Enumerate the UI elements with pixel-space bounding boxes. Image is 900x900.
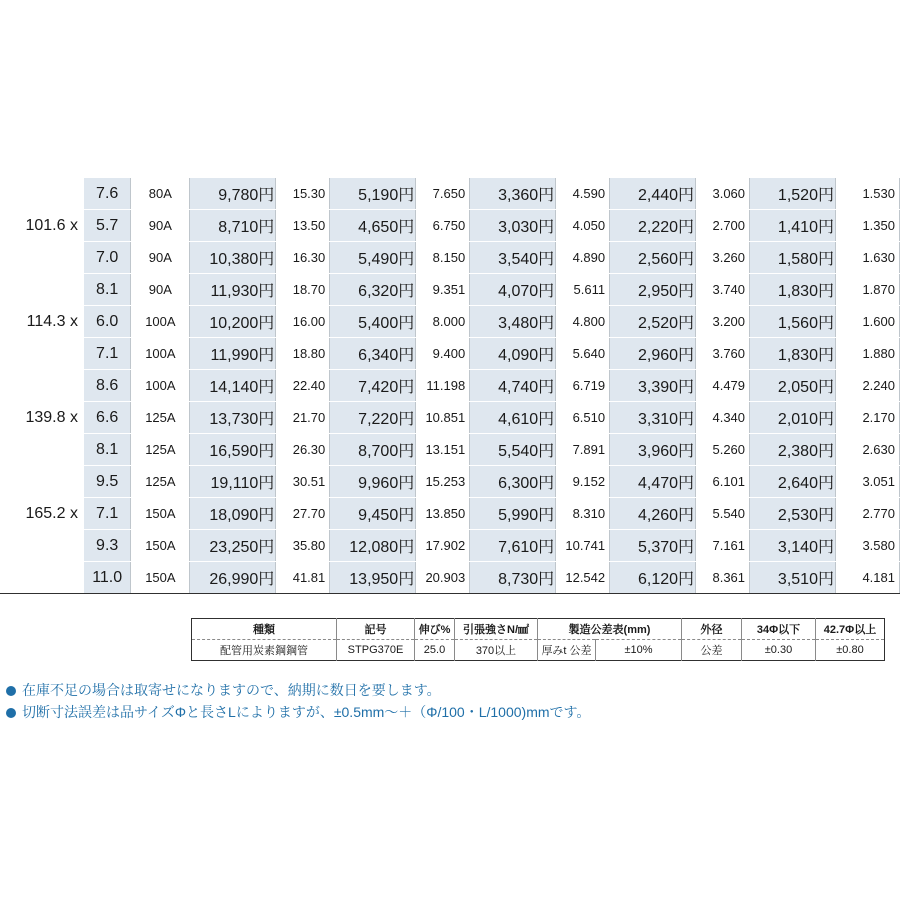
spec-header-elongation: 伸び% bbox=[415, 619, 455, 640]
spec-header-row bbox=[192, 619, 885, 640]
table-row bbox=[0, 338, 900, 370]
price-1-cell: 9,780円 bbox=[190, 178, 276, 210]
weight-4-cell: 5.540 bbox=[696, 498, 750, 530]
weight-5-cell: 2.630 bbox=[835, 434, 899, 466]
price-4-cell: 2,950円 bbox=[610, 274, 696, 306]
spec-header-tensile: 引張強さN/㎟ bbox=[455, 619, 538, 640]
weight-5-cell: 2.240 bbox=[835, 370, 899, 402]
weight-5-cell: 2.770 bbox=[835, 498, 899, 530]
weight-4-cell: 4.479 bbox=[696, 370, 750, 402]
price-3-cell: 5,990円 bbox=[470, 498, 556, 530]
weight-4-cell: 3.760 bbox=[696, 338, 750, 370]
weight-5-cell: 3.051 bbox=[835, 466, 899, 498]
spec-tensile: 370以上 bbox=[455, 640, 538, 661]
price-3-cell: 3,360円 bbox=[470, 178, 556, 210]
nominal-size-cell: 90A bbox=[131, 210, 190, 242]
weight-2-cell: 13.151 bbox=[416, 434, 470, 466]
price-2-cell: 5,490円 bbox=[330, 242, 416, 274]
weight-5-cell: 1.350 bbox=[835, 210, 899, 242]
weight-3-cell: 5.611 bbox=[556, 274, 610, 306]
thickness-cell: 9.3 bbox=[84, 530, 131, 562]
outer-diameter-cell: 139.8 x bbox=[0, 402, 84, 434]
outer-diameter-cell bbox=[0, 562, 84, 594]
weight-1-cell: 15.30 bbox=[276, 178, 330, 210]
price-4-cell: 4,470円 bbox=[610, 466, 696, 498]
thickness-cell: 7.6 bbox=[84, 178, 131, 210]
price-1-cell: 16,590円 bbox=[190, 434, 276, 466]
table-row bbox=[0, 562, 900, 594]
table-row bbox=[0, 274, 900, 306]
price-2-cell: 6,320円 bbox=[330, 274, 416, 306]
weight-4-cell: 3.740 bbox=[696, 274, 750, 306]
nominal-size-cell: 90A bbox=[131, 242, 190, 274]
weight-1-cell: 13.50 bbox=[276, 210, 330, 242]
weight-4-cell: 6.101 bbox=[696, 466, 750, 498]
weight-4-cell: 3.060 bbox=[696, 178, 750, 210]
weight-1-cell: 16.00 bbox=[276, 306, 330, 338]
thickness-cell: 11.0 bbox=[84, 562, 131, 594]
price-1-cell: 14,140円 bbox=[190, 370, 276, 402]
price-table bbox=[0, 178, 900, 594]
weight-2-cell: 8.000 bbox=[416, 306, 470, 338]
outer-diameter-cell bbox=[0, 466, 84, 498]
table-row bbox=[0, 306, 900, 338]
weight-1-cell: 18.70 bbox=[276, 274, 330, 306]
price-2-cell: 12,080円 bbox=[330, 530, 416, 562]
weight-5-cell: 1.880 bbox=[835, 338, 899, 370]
thickness-cell: 7.1 bbox=[84, 338, 131, 370]
weight-4-cell: 5.260 bbox=[696, 434, 750, 466]
nominal-size-cell: 125A bbox=[131, 434, 190, 466]
outer-diameter-cell: 114.3 x bbox=[0, 306, 84, 338]
outer-diameter-cell: 101.6 x bbox=[0, 210, 84, 242]
price-1-cell: 8,710円 bbox=[190, 210, 276, 242]
spec-header-under34: 34Φ以下 bbox=[742, 619, 816, 640]
note-stock-text: 在庫不足の場合は取寄せになりますので、納期に数日を要します。 bbox=[22, 682, 441, 698]
spec-header-type: 種類 bbox=[192, 619, 337, 640]
price-3-cell: 3,540円 bbox=[470, 242, 556, 274]
price-3-cell: 4,090円 bbox=[470, 338, 556, 370]
spec-elongation: 25.0 bbox=[415, 640, 455, 661]
price-1-cell: 11,930円 bbox=[190, 274, 276, 306]
price-4-cell: 3,390円 bbox=[610, 370, 696, 402]
thickness-cell: 8.1 bbox=[84, 274, 131, 306]
price-2-cell: 4,650円 bbox=[330, 210, 416, 242]
weight-1-cell: 26.30 bbox=[276, 434, 330, 466]
nominal-size-cell: 80A bbox=[131, 178, 190, 210]
weight-4-cell: 7.161 bbox=[696, 530, 750, 562]
spec-thickness-label: 厚みt 公差 bbox=[538, 640, 596, 661]
outer-diameter-cell: 165.2 x bbox=[0, 498, 84, 530]
weight-3-cell: 4.890 bbox=[556, 242, 610, 274]
price-3-cell: 4,740円 bbox=[470, 370, 556, 402]
weight-1-cell: 21.70 bbox=[276, 402, 330, 434]
spec-od-label: 公差 bbox=[682, 640, 742, 661]
weight-5-cell: 3.580 bbox=[835, 530, 899, 562]
weight-3-cell: 12.542 bbox=[556, 562, 610, 594]
weight-1-cell: 18.80 bbox=[276, 338, 330, 370]
nominal-size-cell: 125A bbox=[131, 466, 190, 498]
spec-under34: ±0.30 bbox=[742, 640, 816, 661]
weight-3-cell: 6.510 bbox=[556, 402, 610, 434]
thickness-cell: 6.6 bbox=[84, 402, 131, 434]
nominal-size-cell: 150A bbox=[131, 562, 190, 594]
price-2-cell: 13,950円 bbox=[330, 562, 416, 594]
weight-3-cell: 4.590 bbox=[556, 178, 610, 210]
price-5-cell: 2,050円 bbox=[750, 370, 836, 402]
weight-1-cell: 27.70 bbox=[276, 498, 330, 530]
table-row bbox=[0, 210, 900, 242]
thickness-cell: 9.5 bbox=[84, 466, 131, 498]
price-2-cell: 7,220円 bbox=[330, 402, 416, 434]
weight-3-cell: 4.800 bbox=[556, 306, 610, 338]
price-5-cell: 1,560円 bbox=[750, 306, 836, 338]
price-3-cell: 4,070円 bbox=[470, 274, 556, 306]
weight-1-cell: 16.30 bbox=[276, 242, 330, 274]
table-row bbox=[0, 242, 900, 274]
weight-5-cell: 1.530 bbox=[835, 178, 899, 210]
spec-over42: ±0.80 bbox=[836, 644, 864, 656]
price-3-cell: 3,480円 bbox=[470, 306, 556, 338]
weight-2-cell: 15.253 bbox=[416, 466, 470, 498]
price-5-cell: 2,530円 bbox=[750, 498, 836, 530]
table-row bbox=[0, 530, 900, 562]
outer-diameter-cell bbox=[0, 274, 84, 306]
weight-2-cell: 7.650 bbox=[416, 178, 470, 210]
table-row bbox=[0, 498, 900, 530]
weight-2-cell: 13.850 bbox=[416, 498, 470, 530]
outer-diameter-cell bbox=[0, 242, 84, 274]
price-4-cell: 2,440円 bbox=[610, 178, 696, 210]
thickness-cell: 8.1 bbox=[84, 434, 131, 466]
price-5-cell: 1,830円 bbox=[750, 338, 836, 370]
spec-header-tolerance-title: 製造公差表(mm) bbox=[538, 619, 682, 640]
weight-5-cell: 1.630 bbox=[835, 242, 899, 274]
nominal-size-cell: 100A bbox=[131, 306, 190, 338]
spec-data-row bbox=[192, 640, 885, 661]
price-2-cell: 9,450円 bbox=[330, 498, 416, 530]
outer-diameter-cell bbox=[0, 178, 84, 210]
table-row bbox=[0, 178, 900, 210]
weight-5-cell: 2.170 bbox=[835, 402, 899, 434]
weight-1-cell: 22.40 bbox=[276, 370, 330, 402]
price-4-cell: 2,220円 bbox=[610, 210, 696, 242]
price-2-cell: 9,960円 bbox=[330, 466, 416, 498]
notes bbox=[6, 679, 896, 723]
weight-2-cell: 20.903 bbox=[416, 562, 470, 594]
thickness-cell: 5.7 bbox=[84, 210, 131, 242]
price-4-cell: 2,560円 bbox=[610, 242, 696, 274]
table-row bbox=[0, 466, 900, 498]
weight-3-cell: 6.719 bbox=[556, 370, 610, 402]
price-5-cell: 2,640円 bbox=[750, 466, 836, 498]
nominal-size-cell: 100A bbox=[131, 338, 190, 370]
price-table-body bbox=[0, 178, 900, 594]
weight-2-cell: 9.400 bbox=[416, 338, 470, 370]
price-3-cell: 8,730円 bbox=[470, 562, 556, 594]
table-row bbox=[0, 402, 900, 434]
price-5-cell: 2,380円 bbox=[750, 434, 836, 466]
price-1-cell: 10,200円 bbox=[190, 306, 276, 338]
nominal-size-cell: 150A bbox=[131, 530, 190, 562]
thickness-cell: 7.1 bbox=[84, 498, 131, 530]
weight-2-cell: 17.902 bbox=[416, 530, 470, 562]
price-4-cell: 3,960円 bbox=[610, 434, 696, 466]
price-3-cell: 6,300円 bbox=[470, 466, 556, 498]
outer-diameter-cell bbox=[0, 530, 84, 562]
thickness-cell: 7.0 bbox=[84, 242, 131, 274]
spec-type: 配管用炭素鋼鋼管 bbox=[192, 640, 337, 661]
price-1-cell: 13,730円 bbox=[190, 402, 276, 434]
weight-3-cell: 4.050 bbox=[556, 210, 610, 242]
weight-4-cell: 3.260 bbox=[696, 242, 750, 274]
price-4-cell: 4,260円 bbox=[610, 498, 696, 530]
weight-2-cell: 11.198 bbox=[416, 370, 470, 402]
price-4-cell: 6,120円 bbox=[610, 562, 696, 594]
price-2-cell: 7,420円 bbox=[330, 370, 416, 402]
price-1-cell: 18,090円 bbox=[190, 498, 276, 530]
spec-thickness-tol: ±10% bbox=[596, 640, 682, 661]
thickness-cell: 6.0 bbox=[84, 306, 131, 338]
note-stock bbox=[6, 679, 896, 701]
price-5-cell: 1,520円 bbox=[750, 178, 836, 210]
table-row bbox=[0, 434, 900, 466]
price-1-cell: 10,380円 bbox=[190, 242, 276, 274]
note-cutting-text: 切断寸法誤差は品サイズΦと長さLによりますが、±0.5mm～＋（Φ/100・L/1000)mmです。 bbox=[22, 704, 591, 720]
weight-4-cell: 3.200 bbox=[696, 306, 750, 338]
weight-3-cell: 9.152 bbox=[556, 466, 610, 498]
price-2-cell: 8,700円 bbox=[330, 434, 416, 466]
price-1-cell: 19,110円 bbox=[190, 466, 276, 498]
price-3-cell: 3,030円 bbox=[470, 210, 556, 242]
price-4-cell: 2,520円 bbox=[610, 306, 696, 338]
price-5-cell: 1,830円 bbox=[750, 274, 836, 306]
outer-diameter-cell bbox=[0, 370, 84, 402]
thickness-cell: 8.6 bbox=[84, 370, 131, 402]
nominal-size-cell: 125A bbox=[131, 402, 190, 434]
price-3-cell: 5,540円 bbox=[470, 434, 556, 466]
weight-2-cell: 10.851 bbox=[416, 402, 470, 434]
weight-5-cell: 1.870 bbox=[835, 274, 899, 306]
weight-4-cell: 4.340 bbox=[696, 402, 750, 434]
weight-5-cell: 4.181 bbox=[835, 562, 899, 594]
weight-3-cell: 8.310 bbox=[556, 498, 610, 530]
nominal-size-cell: 150A bbox=[131, 498, 190, 530]
price-2-cell: 5,400円 bbox=[330, 306, 416, 338]
weight-3-cell: 7.891 bbox=[556, 434, 610, 466]
price-4-cell: 5,370円 bbox=[610, 530, 696, 562]
note-cutting bbox=[6, 701, 896, 723]
price-1-cell: 11,990円 bbox=[190, 338, 276, 370]
nominal-size-cell: 100A bbox=[131, 370, 190, 402]
weight-4-cell: 8.361 bbox=[696, 562, 750, 594]
nominal-size-cell: 90A bbox=[131, 274, 190, 306]
weight-5-cell: 1.600 bbox=[835, 306, 899, 338]
price-5-cell: 1,580円 bbox=[750, 242, 836, 274]
weight-2-cell: 6.750 bbox=[416, 210, 470, 242]
table-row bbox=[0, 370, 900, 402]
weight-1-cell: 30.51 bbox=[276, 466, 330, 498]
weight-2-cell: 9.351 bbox=[416, 274, 470, 306]
spec-header-over42: 42.7Φ以上 bbox=[816, 619, 885, 640]
price-3-cell: 7,610円 bbox=[470, 530, 556, 562]
outer-diameter-cell bbox=[0, 338, 84, 370]
price-2-cell: 6,340円 bbox=[330, 338, 416, 370]
weight-4-cell: 2.700 bbox=[696, 210, 750, 242]
spec-table bbox=[191, 618, 885, 661]
price-4-cell: 2,960円 bbox=[610, 338, 696, 370]
weight-3-cell: 5.640 bbox=[556, 338, 610, 370]
price-2-cell: 5,190円 bbox=[330, 178, 416, 210]
weight-2-cell: 8.150 bbox=[416, 242, 470, 274]
bullet-icon bbox=[6, 686, 16, 696]
outer-diameter-cell bbox=[0, 434, 84, 466]
price-5-cell: 2,010円 bbox=[750, 402, 836, 434]
weight-1-cell: 35.80 bbox=[276, 530, 330, 562]
weight-3-cell: 10.741 bbox=[556, 530, 610, 562]
weight-1-cell: 41.81 bbox=[276, 562, 330, 594]
price-1-cell: 26,990円 bbox=[190, 562, 276, 594]
price-1-cell: 23,250円 bbox=[190, 530, 276, 562]
spec-code: STPG370E bbox=[337, 640, 415, 661]
price-5-cell: 3,510円 bbox=[750, 562, 836, 594]
price-5-cell: 3,140円 bbox=[750, 530, 836, 562]
price-5-cell: 1,410円 bbox=[750, 210, 836, 242]
price-4-cell: 3,310円 bbox=[610, 402, 696, 434]
spec-header-code: 記号 bbox=[337, 619, 415, 640]
bullet-icon bbox=[6, 708, 16, 718]
price-3-cell: 4,610円 bbox=[470, 402, 556, 434]
spec-header-od: 外径 bbox=[682, 619, 742, 640]
